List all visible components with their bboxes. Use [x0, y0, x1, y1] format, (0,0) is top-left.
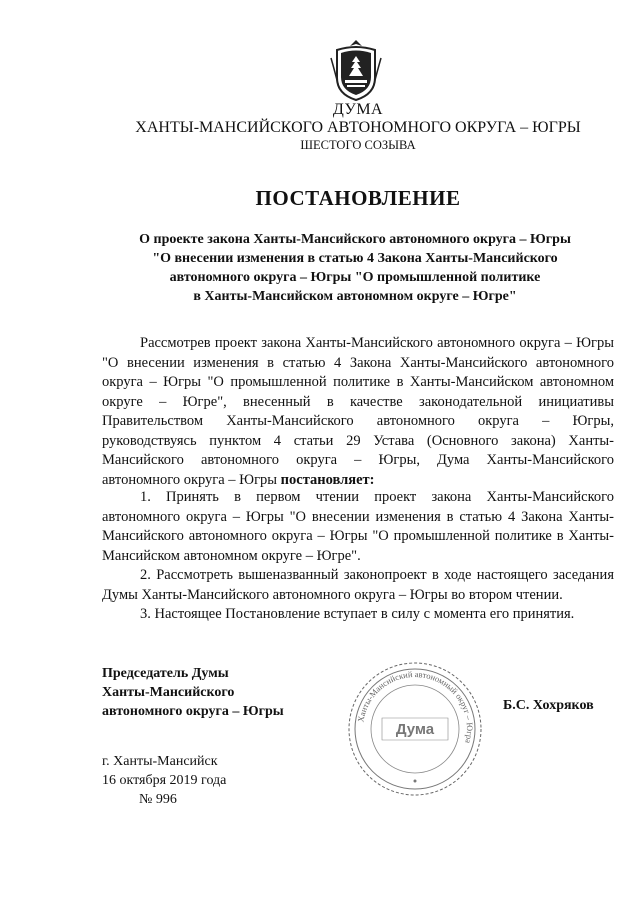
resolution-item: 3. Настоящее Постановление вступает в силу с момента его принятия.	[140, 606, 575, 622]
stamp-ring-text: Ханты-Мансийский автономный округ – Югра	[355, 668, 476, 745]
signatory-position-line: Ханты-Мансийского	[102, 685, 235, 700]
document-subject	[100, 230, 610, 306]
subject-line: автономного округа – Югры "О промышленной политике	[169, 270, 541, 285]
document-number: № 996	[139, 792, 177, 807]
organization-convocation: ШЕСТОГО СОЗЫВА	[300, 138, 416, 152]
preamble-paragraph	[102, 334, 614, 490]
document-type-heading: ПОСТАНОВЛЕНИЕ	[255, 186, 461, 210]
preamble-text: Рассмотрев проект закона Ханты-Мансийского автономного округа – Югры "О внесении изменения в статью 4 Закона Ханты-Мансийского автономного округа – Югры "О промышленной политике в Ханты-Мансийском автономном округе – Югре", внесенный в качестве законодательной инициативы Правительством Ханты-Мансийского автономного округа – Югры, руководствуясь пунктом 4 статьи 29 Устава (Основного закона) Ханты-Мансийского автономного округа – Югры, Дума Ханты-Мансийского автономного округа – Югры	[102, 335, 614, 488]
stamp-center-text: Дума	[395, 721, 435, 738]
resolution-item: 1. Принять в первом чтении проект закона Ханты-Мансийского автономного округа – Югры "О внесении изменения в статью 4 Закона Ханты-Мансийского автономного округа – Югры "О промышленной политике в Ханты-Мансийском автономном округе – Югре".	[102, 489, 614, 564]
signatory-position-line: Председатель Думы	[102, 666, 229, 681]
subject-line: в Ханты-Мансийском автономном округе – Югре"	[193, 289, 517, 304]
signatory-position-line: автономного округа – Югры	[102, 704, 284, 719]
document-place: г. Ханты-Мансийск	[102, 754, 218, 769]
organization-region: ХАНТЫ-МАНСИЙСКОГО АВТОНОМНОГО ОКРУГА – ЮГРЫ	[135, 119, 581, 136]
document-date: 16 октября 2019 года	[102, 773, 227, 788]
coat-of-arms-emblem	[329, 38, 383, 102]
resolution-item: 2. Рассмотреть вышеназванный законопроект в ходе настоящего заседания Думы Ханты-Мансийского автономного округа – Югры во втором чтении.	[102, 567, 614, 603]
document-place-date	[102, 752, 226, 809]
signatory-position	[102, 664, 284, 721]
subject-line: "О внесении изменения в статью 4 Закона Ханты-Мансийского	[152, 251, 558, 266]
preamble-resolution-word: постановляет:	[280, 471, 375, 488]
subject-line: О проекте закона Ханты-Мансийского автономного округа – Югры	[139, 232, 571, 247]
resolution-items	[102, 488, 614, 625]
official-stamp	[346, 660, 484, 798]
signatory-name: Б.С. Хохряков	[503, 698, 594, 713]
organization-title: ДУМА	[332, 101, 384, 118]
